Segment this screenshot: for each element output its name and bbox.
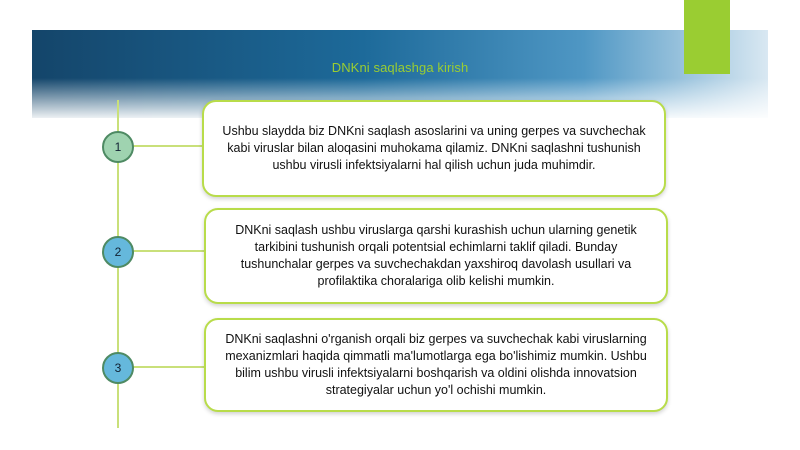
accent-tab [684,0,730,74]
timeline-marker-1: 1 [102,131,134,163]
timeline-connector [132,145,204,147]
timeline-card-2 [204,208,668,304]
timeline-connector [132,250,206,252]
timeline-card-text: DNKni saqlashni o'rganish orqali biz gerpes va suvchechak kabi viruslarning mexanizmlari haqida qimmatli ma'lumotlarga ega bo'lishimiz mumkin. Ushbu bilim ushbu virusli infektsiyalarni boshqarish va oldini olishda innovatsion strategiyalar uchun yo'l ochishi mumkin. [225,332,647,397]
timeline-card-text: DNKni saqlash ushbu viruslarga qarshi kurashish uchun ularning genetik tarkibini tushunish orqali potentsial echimlarni taklif qiladi. Bunday tushunchalar gerpes va suvchechakdan yaxshiroq davolash usullari va profilaktika choralariga olib kelishi mumkin. [235,223,637,288]
timeline-card-3 [204,318,668,412]
timeline-marker-3: 3 [102,352,134,384]
timeline-card-text: Ushbu slaydda biz DNKni saqlash asoslarini va uning gerpes va suvchechak kabi viruslar bilan aloqasini muhokama qilamiz. DNKni saqlashni tushunish ushbu virusli infektsiyalarni hal qilish uchun juda muhimdir. [222,124,646,172]
timeline-marker-2: 2 [102,236,134,268]
slide-title: DNKni saqlashga kirish [331,60,469,75]
timeline-card-1 [202,100,666,197]
timeline-connector [132,366,206,368]
